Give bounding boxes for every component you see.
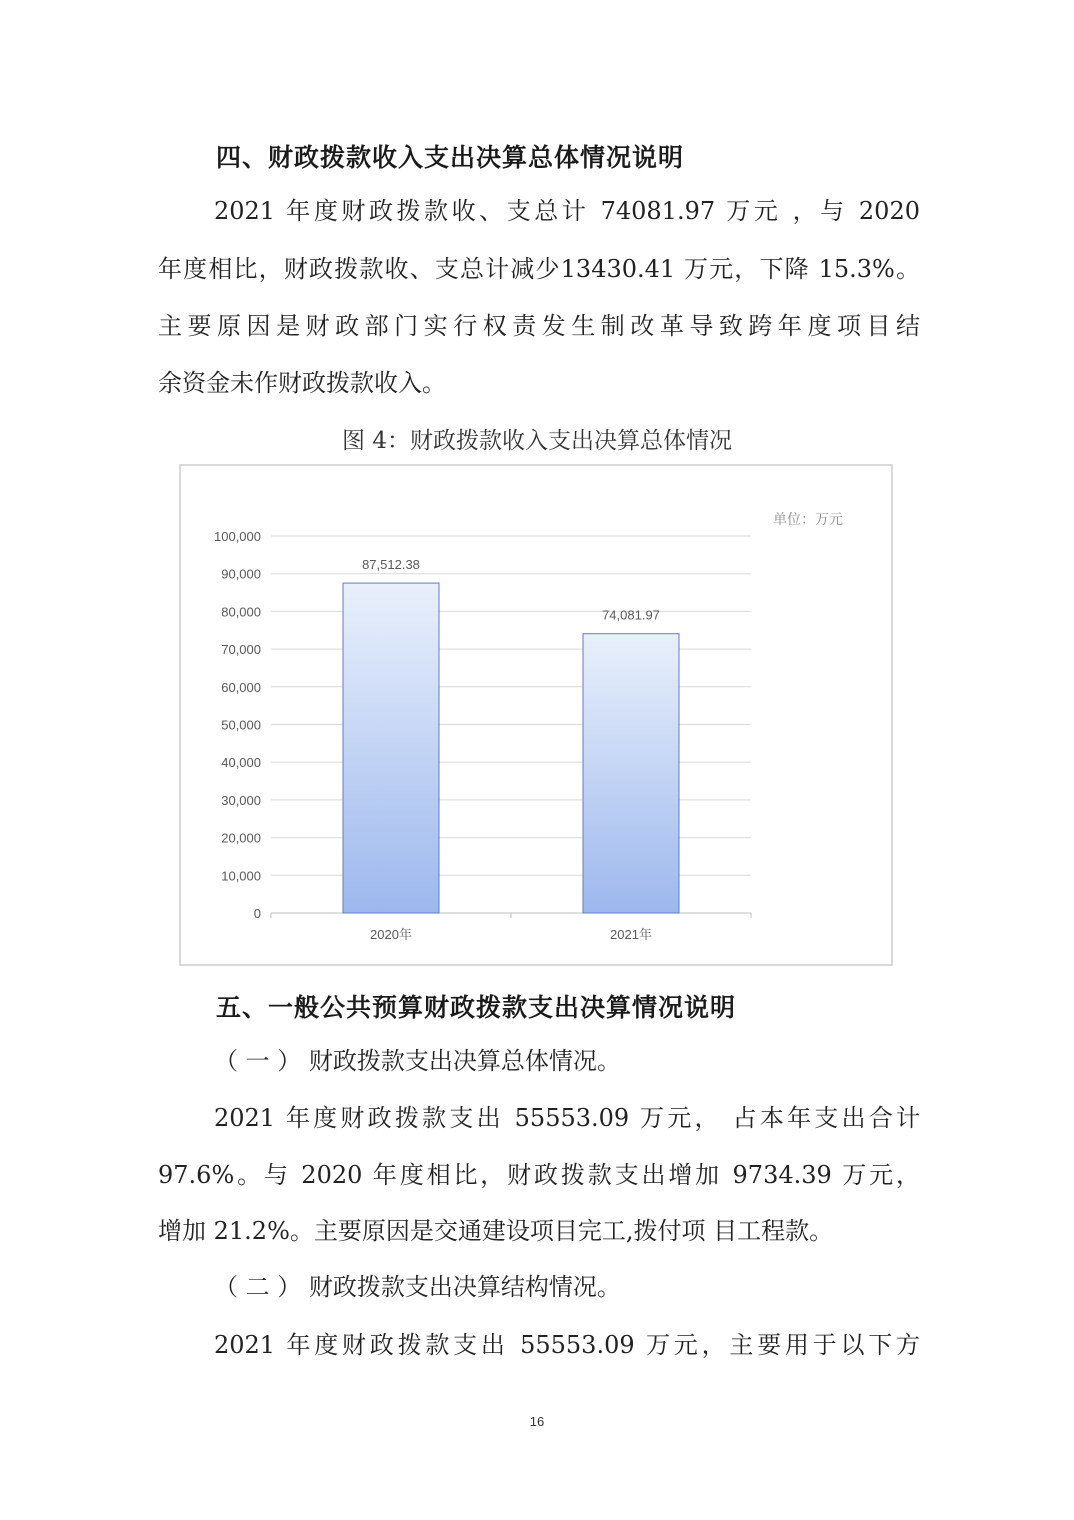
section-5-para-2-line-1: 2021 年度财政拨款支出 55553.09 万元，主要用于以下方 xyxy=(214,1331,920,1359)
section-4-text-line-1: 2021 年度财政拨款收、支总计 74081.97 万元 ，与 2020 xyxy=(214,197,920,225)
chart-frame xyxy=(179,464,893,966)
section-4-text-line-3: 主要原因是财政部门实行权责发生制改革导致跨年度项目结 xyxy=(158,312,920,340)
bar-chart xyxy=(181,466,891,964)
y-tick-label: 10,000 xyxy=(221,868,261,884)
subsection-2-title: （ 二 ） 财政拨款支出决算结构情况。 xyxy=(214,1273,621,1301)
page-number: 16 xyxy=(529,1414,545,1429)
y-tick-label: 60,000 xyxy=(221,679,261,695)
data-label: 87,512.38 xyxy=(362,557,420,573)
section-5-heading: 五、一般公共预算财政拨款支出决算情况说明 xyxy=(216,993,737,1022)
section-4-heading: 四、财政拨款收入支出决算总体情况说明 xyxy=(216,143,685,172)
y-tick-label: 50,000 xyxy=(221,717,261,733)
y-tick-label: 0 xyxy=(253,906,261,921)
bar-2021年 xyxy=(583,634,679,913)
y-tick-label: 30,000 xyxy=(221,792,261,808)
data-label: 74,081.97 xyxy=(602,607,660,623)
x-tick-label: 2021年 xyxy=(610,927,652,942)
y-tick-label: 20,000 xyxy=(221,830,261,846)
figure-4-caption: 图 4：财政拨款收入支出决算总体情况 xyxy=(342,428,732,454)
bar-2020年 xyxy=(343,583,439,913)
y-tick-label: 40,000 xyxy=(221,755,261,771)
section-5-para-1-line-3: 增加 21.2%。主要原因是交通建设项目完工,拨付项 目工程款。 xyxy=(158,1217,834,1245)
y-tick-label: 90,000 xyxy=(221,566,261,582)
y-tick-label: 80,000 xyxy=(221,604,261,620)
x-tick-label: 2020年 xyxy=(370,927,412,942)
y-tick-label: 70,000 xyxy=(221,642,261,658)
section-5-para-1-line-1: 2021 年度财政拨款支出 55553.09 万元， 占本年支出合计 xyxy=(214,1104,920,1132)
section-5-para-1-line-2: 97.6%。与 2020 年度相比，财政拨款支出增加 9734.39 万元， xyxy=(158,1161,920,1189)
subsection-1-title: （ 一 ） 财政拨款支出决算总体情况。 xyxy=(214,1047,621,1075)
section-4-text-line-2: 年度相比，财政拨款收、支总计减少13430.41 万元，下降 15.3%。 xyxy=(158,255,920,283)
y-tick-label: 100,000 xyxy=(214,529,261,544)
unit-label: 单位：万元 xyxy=(773,512,843,528)
section-4-text-line-4: 余资金未作财政拨款收入。 xyxy=(158,369,446,397)
